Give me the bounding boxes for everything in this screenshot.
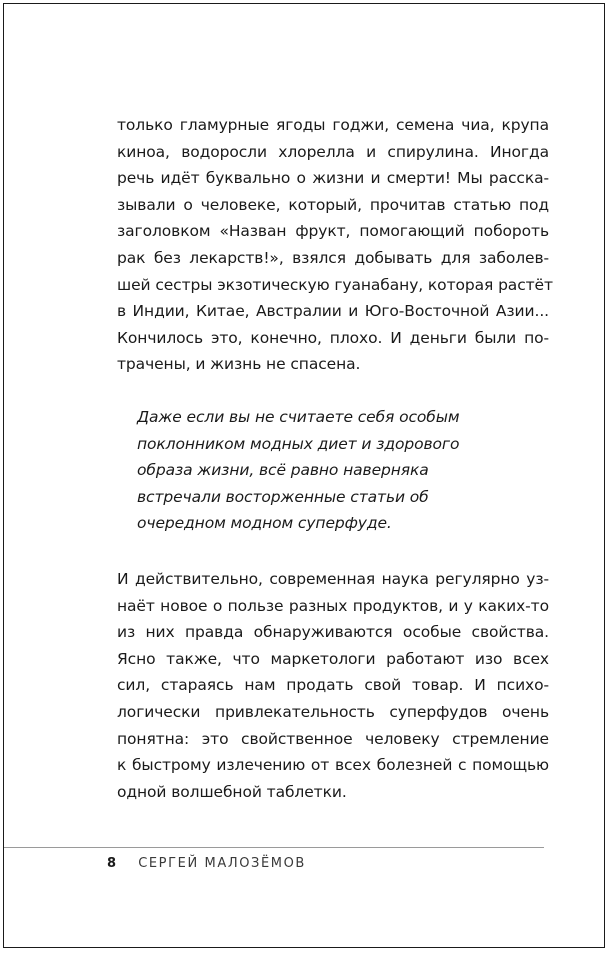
pull-quote: [137, 404, 517, 537]
text-line: Кончилось это, конечно, плохо. И деньги были по-: [117, 328, 549, 347]
page-number: 8: [107, 856, 117, 871]
text-line: И действительно, современная наука регулярно уз-: [117, 570, 549, 588]
text-line: наёт новое о пользе разных продуктов, и у каких-то: [117, 596, 549, 615]
body-paragraph-2: [117, 566, 549, 805]
text-line: речь идёт буквально о жизни и смерти! Мы расска-: [117, 169, 549, 188]
quote-line: встречали восторженные статьи об: [137, 487, 429, 506]
text-line: к быстрому излечению от всех болезней с помощью: [117, 756, 549, 775]
text-line: трачены, и жизнь не спасена.: [117, 355, 361, 374]
body-paragraph-1: [117, 112, 553, 378]
text-line: заголовком «Назван фрукт, помогающий побороть: [117, 222, 549, 241]
text-line: зывали о человеке, который, прочитав статью под: [117, 195, 549, 214]
author-name: СЕРГЕЙ МАЛОЗЁМОВ: [138, 856, 306, 871]
text-line: логически привлекательность суперфудов очень: [117, 702, 549, 721]
text-line: киноа, водоросли хлорелла и спирулина. Иногда: [117, 142, 549, 161]
text-line: шей сестры экзотическую гуанабану, которая растёт: [117, 275, 553, 294]
quote-line: очередном модном суперфуде.: [137, 514, 392, 533]
book-page: [3, 3, 605, 948]
footer-divider: [4, 847, 544, 848]
text-line: из них правда обнаруживаются особые свойства.: [117, 623, 549, 642]
quote-line: поклонником модных диет и здорового: [137, 434, 460, 453]
quote-line: Даже если вы не считаете себя особым: [137, 408, 460, 426]
running-footer: [107, 856, 306, 871]
text-line: одной волшебной таблетки.: [117, 782, 347, 801]
text-line: сил, стараясь нам продать свой товар. И психо-: [117, 676, 549, 695]
text-line: только гламурные ягоды годжи, семена чиа, крупа: [117, 116, 549, 134]
text-line: рак без лекарств!», взялся добывать для заболев-: [117, 248, 549, 267]
quote-line: образа жизни, всё равно наверняка: [137, 461, 429, 480]
text-line: Ясно также, что маркетологи работают изо всех: [117, 649, 549, 668]
text-line: понятна: это свойственное человеку стремление: [117, 729, 549, 748]
text-line: в Индии, Китае, Австралии и Юго-Восточной Азии...: [117, 302, 549, 321]
